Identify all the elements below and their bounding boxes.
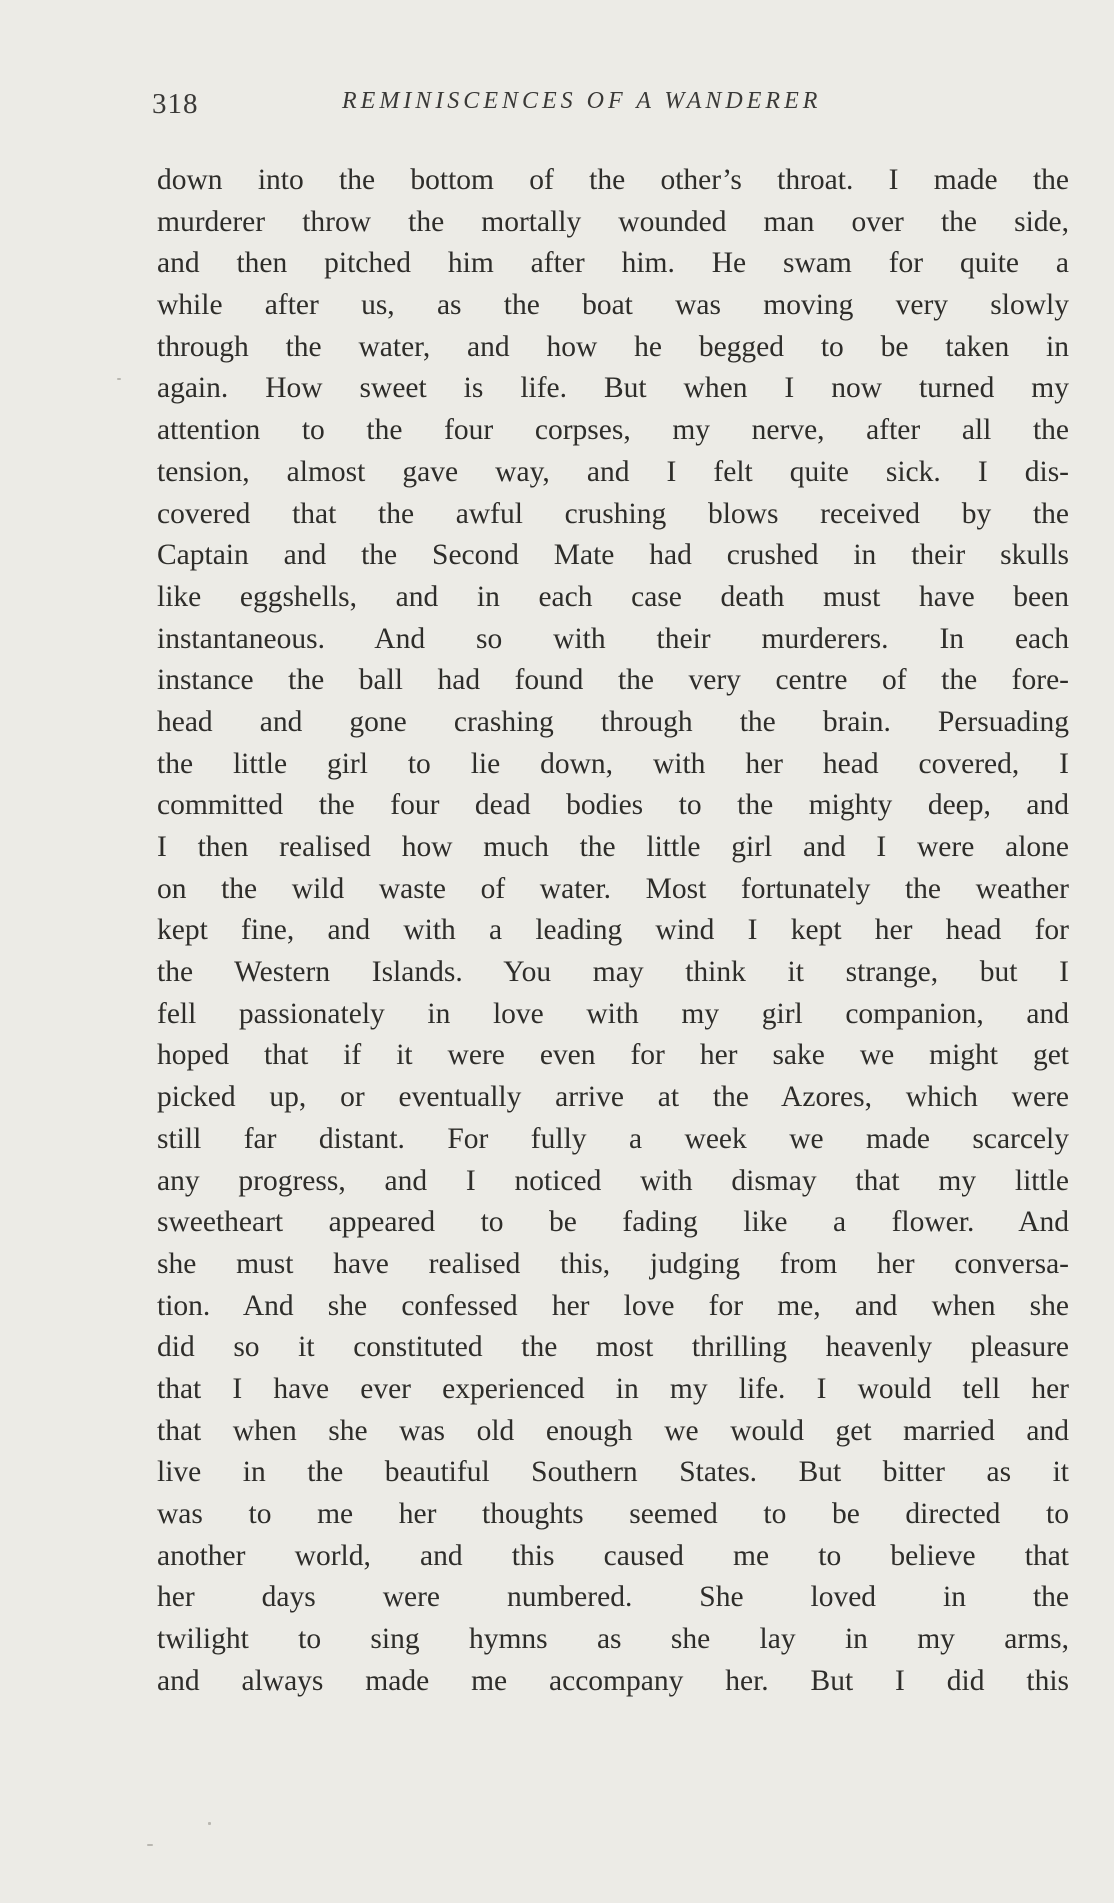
text-line: did so it constituted the most thrilling heavenly pleasure [157, 1331, 1069, 1364]
text-line: the little girl to lie down, with her head covered, I [157, 747, 1069, 780]
text-line: Captain and the Second Mate had crushed in their skulls [157, 539, 1069, 572]
text-line: the Western Islands. You may think it strange, but I [157, 956, 1069, 989]
text-line: while after us, as the boat was moving very slowly [157, 289, 1069, 322]
text-line: again. How sweet is life. But when I now turned my [157, 372, 1069, 405]
text-line: instance the ball had found the very centre of the fore- [157, 664, 1069, 697]
text-line: down into the bottom of the other’s throat. I made the [157, 164, 1069, 196]
paper-speck [208, 1822, 211, 1825]
text-line: was to me her thoughts seemed to be directed to [157, 1498, 1069, 1530]
text-line: fell passionately in love with my girl companion, and [157, 997, 1069, 1030]
text-line: twilight to sing hymns as she lay in my arms, [157, 1623, 1069, 1656]
text-line: covered that the awful crushing blows received by the [157, 497, 1069, 530]
text-line: and then pitched him after him. He swam for quite a [157, 247, 1069, 280]
paper-speck [147, 1844, 153, 1846]
paper-speck [117, 378, 121, 380]
text-line: like eggshells, and in each case death must have been [157, 580, 1069, 613]
text-line: head and gone crashing through the brain. Persuading [157, 705, 1069, 738]
text-line: tion. And she confessed her love for me, and when she [157, 1289, 1069, 1322]
text-line: sweetheart appeared to be fading like a flower. And [157, 1206, 1069, 1239]
text-line: tension, almost gave way, and I felt quite sick. I dis- [157, 455, 1069, 488]
page-header [152, 88, 1075, 128]
text-line: committed the four dead bodies to the mighty deep, and [157, 789, 1069, 822]
text-line: her days were numbered. She loved in the [157, 1581, 1069, 1614]
body-text [157, 160, 1069, 1702]
text-line: any progress, and I noticed with dismay that my little [157, 1164, 1069, 1197]
text-line: hoped that if it were even for her sake we might get [157, 1039, 1069, 1072]
text-line: instantaneous. And so with their murderers. In each [157, 622, 1069, 655]
text-line: that when she was old enough we would get married and [157, 1414, 1069, 1447]
text-line: through the water, and how he begged to be taken in [157, 330, 1069, 363]
text-line: I then realised how much the little girl and I were alone [157, 831, 1069, 863]
text-line: that I have ever experienced in my life. I would tell her [157, 1372, 1069, 1405]
text-line: and always made me accompany her. But I did this [157, 1664, 1069, 1697]
page-number: 318 [152, 88, 199, 120]
text-line: murderer throw the mortally wounded man over the side, [157, 205, 1069, 238]
text-line: she must have realised this, judging from her conversa- [157, 1247, 1069, 1280]
text-line: another world, and this caused me to believe that [157, 1539, 1069, 1572]
text-line: attention to the four corpses, my nerve, after all the [157, 414, 1069, 447]
text-line: kept fine, and with a leading wind I kept her head for [157, 914, 1069, 947]
text-line: on the wild waste of water. Most fortunately the weather [157, 872, 1069, 905]
text-line: live in the beautiful Southern States. But bitter as it [157, 1456, 1069, 1489]
text-line: picked up, or eventually arrive at the Azores, which were [157, 1081, 1069, 1114]
running-title: REMINISCENCES OF A WANDERER [342, 88, 822, 114]
text-line: still far distant. For fully a week we made scarcely [157, 1122, 1069, 1155]
